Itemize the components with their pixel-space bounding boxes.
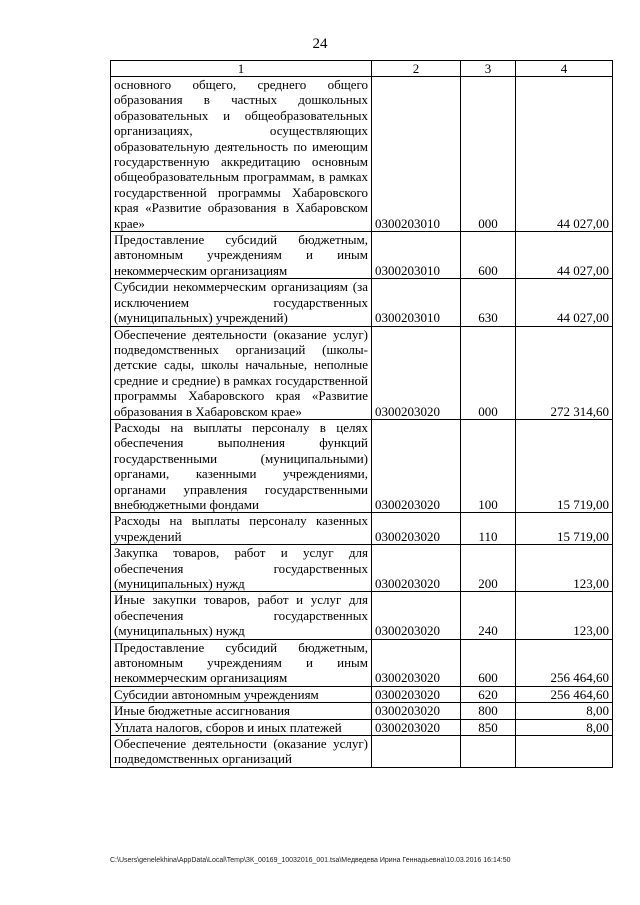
row-expense-type: 630 — [461, 279, 516, 326]
row-expense-type: 000 — [461, 77, 516, 232]
document-path-footer: C:\Users\genelekhina\AppData\Local\Temp\ЗК_00169_10032016_001.tsa\Медведева Ирина Геннадьевна\10.03.2016 16:14:50 — [110, 857, 511, 864]
row-target-code: 0300203020 — [372, 419, 461, 512]
table-row — [111, 686, 613, 702]
row-description: Закупка товаров, работ и услуг для обеспечения государственных (муниципальных) нужд — [111, 545, 372, 592]
table-row — [111, 326, 613, 419]
row-amount: 15 719,00 — [516, 513, 613, 545]
column-header-4: 4 — [516, 61, 613, 77]
row-description: Иные закупки товаров, работ и услуг для обеспечения государственных (муниципальных) нужд — [111, 592, 372, 639]
row-target-code: 0300203010 — [372, 232, 461, 279]
row-target-code: 0300203020 — [372, 592, 461, 639]
row-expense-type: 620 — [461, 686, 516, 702]
row-description: Субсидии некоммерческим организациям (за исключением государственных (муниципальных) учреждений) — [111, 279, 372, 326]
row-target-code: 0300203020 — [372, 719, 461, 735]
row-description: Субсидии автономным учреждениям — [111, 686, 372, 702]
row-expense-type: 110 — [461, 513, 516, 545]
row-description: Предоставление субсидий бюджетным, автономным учреждениям и иным некоммерческим организациям — [111, 639, 372, 686]
column-header-2: 2 — [372, 61, 461, 77]
row-amount: 44 027,00 — [516, 77, 613, 232]
row-expense-type: 850 — [461, 719, 516, 735]
row-target-code — [372, 736, 461, 768]
row-target-code: 0300203020 — [372, 326, 461, 419]
row-target-code: 0300203020 — [372, 703, 461, 719]
row-description: Уплата налогов, сборов и иных платежей — [111, 719, 372, 735]
row-expense-type: 240 — [461, 592, 516, 639]
table-row — [111, 703, 613, 719]
row-description: Иные бюджетные ассигнования — [111, 703, 372, 719]
table-row — [111, 77, 613, 232]
row-expense-type: 800 — [461, 703, 516, 719]
row-amount — [516, 736, 613, 768]
row-amount: 44 027,00 — [516, 279, 613, 326]
row-amount: 123,00 — [516, 592, 613, 639]
row-target-code: 0300203020 — [372, 686, 461, 702]
row-description: Обеспечение деятельности (оказание услуг) подведомственных организаций (школы-детские сады, школы начальные, неполные средние и средние) в рамках государственной программы Хабаровского края «Развитие образования в Хабаровском крае» — [111, 326, 372, 419]
row-target-code: 0300203020 — [372, 639, 461, 686]
row-target-code: 0300203010 — [372, 279, 461, 326]
row-amount: 272 314,60 — [516, 326, 613, 419]
table-row — [111, 513, 613, 545]
table-row — [111, 279, 613, 326]
row-description: Расходы на выплаты персоналу казенных учреждений — [111, 513, 372, 545]
row-amount: 8,00 — [516, 703, 613, 719]
column-header-1: 1 — [111, 61, 372, 77]
table-row — [111, 419, 613, 512]
row-expense-type: 600 — [461, 639, 516, 686]
table-row — [111, 736, 613, 768]
row-description: Обеспечение деятельности (оказание услуг) подведомственных организаций — [111, 736, 372, 768]
row-expense-type: 600 — [461, 232, 516, 279]
page-number: 24 — [312, 36, 328, 52]
table-row — [111, 545, 613, 592]
row-target-code: 0300203020 — [372, 513, 461, 545]
row-amount: 256 464,60 — [516, 686, 613, 702]
row-target-code: 0300203010 — [372, 77, 461, 232]
row-expense-type: 100 — [461, 419, 516, 512]
row-description: Расходы на выплаты персоналу в целях обеспечения выполнения функций государственными (муниципальными) органами, казенными учреждениями, органами управления государственными внебюджетными фондами — [111, 419, 372, 512]
row-target-code: 0300203020 — [372, 545, 461, 592]
row-amount: 15 719,00 — [516, 419, 613, 512]
row-expense-type: 200 — [461, 545, 516, 592]
row-description: основного общего, среднего общего образования в частных дошкольных образовательных и общеобразовательных организациях, осуществляющих образовательную деятельность по имеющим государственную аккредитацию основным общеобразовательным программам, в рамках государственной программы Хабаровского края «Развитие образования в Хабаровском крае» — [111, 77, 372, 232]
table-row — [111, 639, 613, 686]
row-amount: 8,00 — [516, 719, 613, 735]
row-amount: 123,00 — [516, 545, 613, 592]
table-row — [111, 232, 613, 279]
row-description: Предоставление субсидий бюджетным, автономным учреждениям и иным некоммерческим организациям — [111, 232, 372, 279]
row-amount: 44 027,00 — [516, 232, 613, 279]
row-expense-type: 000 — [461, 326, 516, 419]
table-row — [111, 719, 613, 735]
row-expense-type — [461, 736, 516, 768]
table-row — [111, 592, 613, 639]
header-row — [111, 61, 613, 77]
column-header-3: 3 — [461, 61, 516, 77]
budget-table — [110, 60, 613, 768]
row-amount: 256 464,60 — [516, 639, 613, 686]
